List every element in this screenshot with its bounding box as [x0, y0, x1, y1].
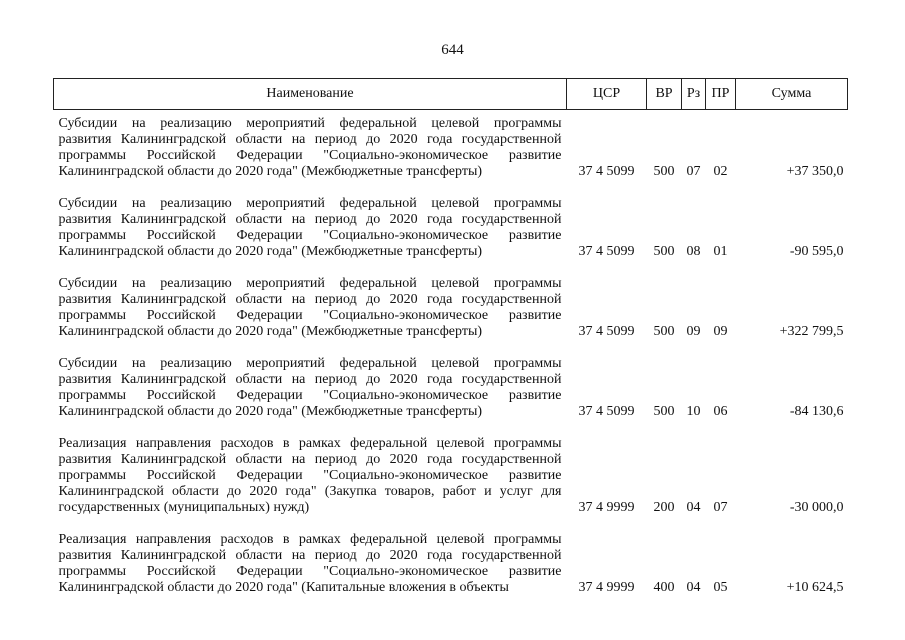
cell-rz: 08: [686, 244, 701, 259]
cell-name: [54, 434, 567, 516]
cell-sum: -30 000,0: [789, 500, 844, 515]
table-row: [54, 110, 848, 181]
name-line: развития Калининградской области на период до 2020 года государственной: [58, 292, 562, 307]
cell-pr: 02: [713, 164, 728, 179]
row-spacer: [54, 340, 848, 354]
cell-name: [54, 194, 567, 260]
table-row: [54, 194, 848, 260]
table-body: [54, 110, 848, 597]
name-line: Субсидии на реализацию мероприятий федеральной целевой программы: [58, 356, 562, 371]
cell-rz: 09: [686, 324, 701, 339]
name-line: Калининградской области до 2020 года" (Межбюджетные трансферты): [58, 244, 483, 259]
name-line: программы Российской Федерации "Социально-экономическое развитие: [58, 388, 562, 403]
cell-csr: 37 4 5099: [578, 324, 635, 339]
cell-name: [54, 530, 567, 596]
name-line: государственных (муниципальных) нужд): [58, 500, 310, 515]
cell-rz: 04: [686, 500, 701, 515]
name-line: Калининградской области до 2020 года" (Межбюджетные трансферты): [58, 164, 483, 179]
name-line: Субсидии на реализацию мероприятий федеральной целевой программы: [58, 276, 562, 291]
name-line: программы Российской Федерации "Социально-экономическое развитие: [58, 148, 562, 163]
cell-pr: 05: [713, 580, 728, 595]
header-name: Наименование: [54, 79, 567, 110]
cell-vr: 500: [653, 324, 675, 339]
row-spacer: [54, 516, 848, 530]
name-line: Реализация направления расходов в рамках федеральной целевой программы: [58, 436, 562, 451]
cell-vr: 500: [653, 244, 675, 259]
name-line: программы Российской Федерации "Социально-экономическое развитие: [58, 564, 562, 579]
page-number: 644: [441, 42, 464, 58]
row-spacer: [54, 420, 848, 434]
cell-name: [54, 274, 567, 340]
header-sum: Сумма: [736, 79, 848, 110]
name-line: Калининградской области до 2020 года" (Межбюджетные трансферты): [58, 324, 483, 339]
cell-pr: 09: [713, 324, 728, 339]
name-line: развития Калининградской области на период до 2020 года государственной: [58, 452, 562, 467]
cell-sum: -90 595,0: [789, 244, 844, 259]
table-header-row: [54, 79, 848, 110]
cell-name: [54, 110, 567, 181]
name-line: программы Российской Федерации "Социально-экономическое развитие: [58, 468, 562, 483]
row-spacer: [54, 180, 848, 194]
name-line: Калининградской области до 2020 года" (Капитальные вложения в объекты: [58, 580, 509, 595]
header-pr: ПР: [706, 79, 736, 110]
budget-table: [53, 78, 848, 596]
table-row: [54, 274, 848, 340]
cell-csr: 37 4 5099: [578, 164, 635, 179]
name-line: Калининградской области до 2020 года" (Закупка товаров, работ и услуг для: [58, 484, 562, 499]
cell-rz: 04: [686, 580, 701, 595]
cell-pr: 06: [713, 404, 728, 419]
name-line: развития Калининградской области на период до 2020 года государственной: [58, 212, 562, 227]
cell-vr: 500: [653, 164, 675, 179]
cell-csr: 37 4 9999: [578, 580, 635, 595]
cell-rz: 10: [686, 404, 701, 419]
name-line: развития Калининградской области на период до 2020 года государственной: [58, 132, 562, 147]
name-line: Субсидии на реализацию мероприятий федеральной целевой программы: [58, 196, 562, 211]
cell-rz: 07: [686, 164, 701, 179]
header-vr: ВР: [647, 79, 682, 110]
name-line: развития Калининградской области на период до 2020 года государственной: [58, 372, 562, 387]
header-rz: Рз: [682, 79, 706, 110]
cell-sum: -84 130,6: [789, 404, 844, 419]
name-line: программы Российской Федерации "Социально-экономическое развитие: [58, 308, 562, 323]
cell-pr: 01: [713, 244, 728, 259]
cell-csr: 37 4 5099: [578, 244, 635, 259]
cell-sum: +37 350,0: [786, 164, 844, 179]
header-csr: ЦСР: [567, 79, 647, 110]
cell-sum: +322 799,5: [779, 324, 844, 339]
cell-vr: 400: [653, 580, 675, 595]
table-row: [54, 434, 848, 516]
cell-csr: 37 4 5099: [578, 404, 635, 419]
name-line: Реализация направления расходов в рамках федеральной целевой программы: [58, 532, 562, 547]
cell-csr: 37 4 9999: [578, 500, 635, 515]
table-row: [54, 354, 848, 420]
name-line: программы Российской Федерации "Социально-экономическое развитие: [58, 228, 562, 243]
cell-sum: +10 624,5: [786, 580, 844, 595]
row-spacer: [54, 260, 848, 274]
table-row: [54, 530, 848, 596]
cell-name: [54, 354, 567, 420]
name-line: развития Калининградской области на период до 2020 года государственной: [58, 548, 562, 563]
cell-vr: 200: [653, 500, 675, 515]
cell-vr: 500: [653, 404, 675, 419]
name-line: Субсидии на реализацию мероприятий федеральной целевой программы: [58, 116, 562, 131]
name-line: Калининградской области до 2020 года" (Межбюджетные трансферты): [58, 404, 483, 419]
cell-pr: 07: [713, 500, 728, 515]
